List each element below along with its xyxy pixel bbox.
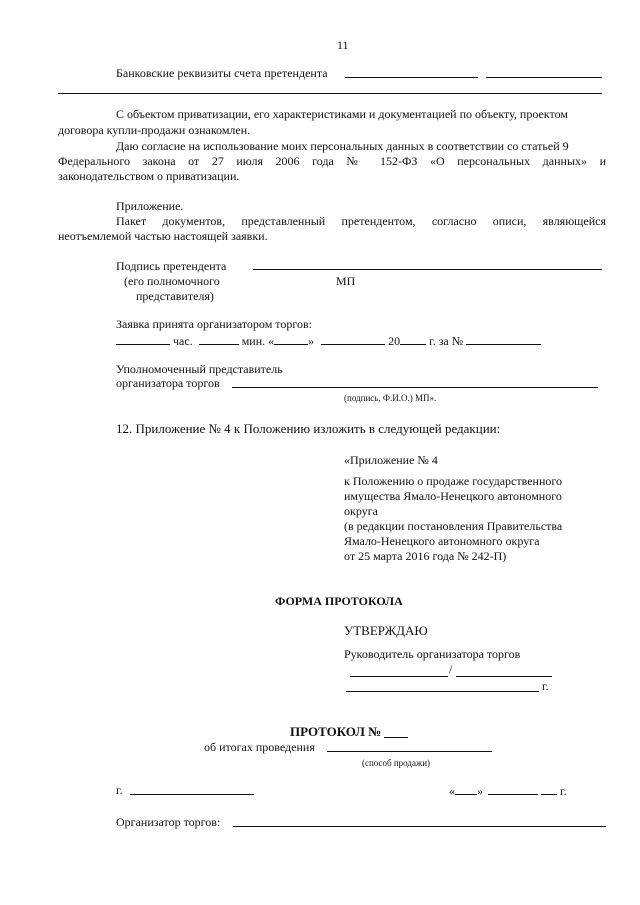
authorized-rep-1: Уполномоченный представитель — [116, 362, 283, 376]
year-suffix: г. за № — [429, 334, 464, 348]
signature-label-2: (его полномочного — [124, 274, 220, 288]
head-date-year: г. — [542, 679, 549, 693]
number-blank — [466, 333, 541, 345]
head-signature-line — [350, 676, 448, 677]
consent-line-2: Федерального закона от 27 июля 2006 года № 152-ФЗ «О персональных данных» и — [58, 154, 606, 168]
minutes-blank — [199, 333, 239, 345]
sale-method-line — [327, 751, 492, 752]
annex-line-6: от 25 марта 2016 года № 242-П) — [344, 549, 507, 563]
signature-label-3: представителя) — [136, 289, 214, 303]
hours-blank — [116, 333, 170, 345]
head-name-line — [456, 676, 552, 677]
quote-open: « — [268, 334, 275, 348]
protocol-year-label: г. — [560, 784, 567, 798]
protocol-quote-close: » — [477, 784, 483, 798]
authorized-rep-2: организатора торгов — [116, 376, 220, 390]
bank-details-line-2 — [486, 77, 602, 78]
form-title: ФОРМА ПРОТОКОЛА — [275, 594, 403, 608]
day-blank — [274, 333, 308, 345]
head-slash: / — [449, 662, 453, 676]
attachment-line-2: неотъемлемой частью настоящей заявки. — [58, 229, 268, 243]
protocol-date — [449, 783, 567, 798]
annex-line-5: Ямало-Ненецкого автономного округа — [344, 534, 540, 548]
head-date-line — [346, 691, 539, 692]
protocol-day-blank — [455, 783, 477, 795]
city-line — [130, 794, 254, 795]
head-organizer: Руководитель организатора торгов — [344, 647, 521, 661]
accepted-label: Заявка принята организатором торгов: — [116, 317, 313, 331]
signature-caption: (подпись, Ф.И.О.) МП». — [344, 393, 437, 403]
results-label: об итогах проведения — [204, 740, 315, 754]
page-number: 11 — [337, 38, 349, 52]
annex-line-2: имущества Ямало-Ненецкого автономного — [344, 489, 562, 503]
protocol-title: ПРОТОКОЛ № — [290, 724, 382, 739]
minutes-label: мин. — [241, 334, 266, 348]
quote-close: » — [308, 334, 315, 348]
consent-line-3: законодательством о приватизации. — [58, 169, 240, 183]
approve-heading: УТВЕРЖДАЮ — [344, 623, 428, 638]
year-blank — [400, 333, 426, 345]
annex-title: «Приложение № 4 — [344, 453, 438, 467]
protocol-month-blank — [488, 783, 538, 795]
acquaint-line-2: договора купли-продажи ознакомлен. — [58, 123, 251, 137]
protocol-quote-open: « — [449, 784, 455, 798]
year-prefix: 20 — [388, 334, 401, 348]
signature-line — [253, 269, 602, 270]
sale-method-caption: (способ продажи) — [362, 758, 431, 768]
attachment-line-1: Пакет документов, представленный претендентом, согласно описи, являющейся — [116, 214, 606, 228]
item-12: 12. Приложение № 4 к Положению изложить в следующей редакции: — [116, 421, 501, 436]
city-label: г. — [116, 783, 123, 797]
acquaint-line-1: С объектом приватизации, его характеристиками и документацией по объекту, проектом — [116, 107, 568, 121]
month-blank — [321, 333, 385, 345]
consent-line-1: Даю согласие на использование моих персональных данных в соответствии со статьей 9 — [116, 139, 569, 153]
annex-line-1: к Положению о продаже государственного — [344, 474, 562, 488]
organizer-line — [233, 826, 606, 827]
annex-line-4: (в редакции постановления Правительства — [344, 519, 563, 533]
annex-line-3: округа — [344, 504, 378, 518]
organizer-label: Организатор торгов: — [116, 815, 221, 829]
bank-details-line-1 — [345, 77, 478, 78]
hours-label: час. — [173, 334, 193, 348]
seal-mp: МП — [336, 274, 356, 288]
bank-details-line-3 — [58, 93, 602, 94]
authorized-rep-line — [232, 387, 598, 388]
attachment-title: Приложение. — [116, 199, 184, 213]
accepted-datetime-row — [116, 333, 541, 348]
bank-details-label: Банковские реквизиты счета претендента — [116, 66, 328, 80]
protocol-year-blank — [541, 783, 557, 795]
protocol-number-line — [384, 737, 408, 738]
signature-label-1: Подпись претендента — [116, 259, 227, 273]
